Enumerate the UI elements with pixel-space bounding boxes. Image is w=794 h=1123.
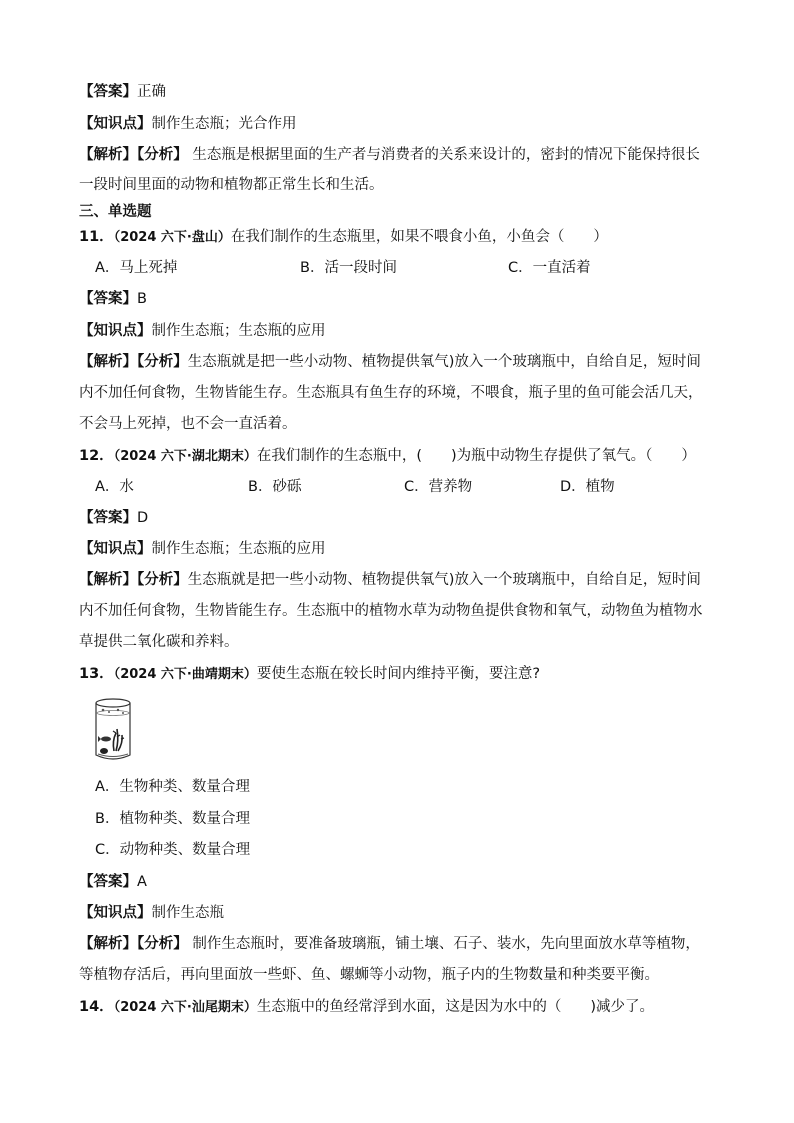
analysis-text: 生态瓶就是把一些小动物、植物提供氧气)放入一个玻璃瓶中，自给自足，短时间	[187, 354, 701, 370]
analysis-text: 一段时间里面的动物和植物都正常生长和生活。	[79, 177, 384, 193]
question-stem: 在我们制作的生态瓶里，如果不喂食小鱼，小鱼会（ ）	[230, 229, 608, 245]
analysis-tag: 【解析】【分析】	[79, 936, 188, 952]
option-a: A．水	[95, 479, 134, 495]
option-d: D．植物	[560, 479, 615, 495]
answer-tag: 【答案】	[79, 874, 137, 890]
answer-line-11	[79, 289, 719, 309]
eco-bottle-figure	[92, 697, 134, 763]
answer-text: B	[137, 291, 147, 307]
answer-text: D	[137, 510, 149, 526]
analysis-line-10-2	[79, 175, 719, 195]
question-source: （2024 六下·湖北期末）	[113, 449, 257, 464]
question-number: 13．	[79, 666, 114, 682]
question-number: 14．	[79, 999, 114, 1015]
analysis-line-12-3: 草提供二氧化碳和养料。	[79, 634, 239, 650]
question-stem: 要使生态瓶在较长时间内维持平衡，要注意?	[256, 666, 541, 682]
analysis-line-11-2: 内不加任何食物，生物皆能生存。生态瓶具有鱼生存的环境，不喂食，瓶子里的鱼可能会活几天，	[79, 385, 703, 401]
answer-text: A	[137, 874, 147, 890]
knowledge-line-12	[79, 539, 719, 559]
answer-line-10	[79, 82, 719, 102]
answer-line-13	[79, 872, 719, 892]
option-c: C．营养物	[404, 479, 473, 495]
option-b: B．活一段时间	[300, 260, 397, 276]
question-12	[79, 446, 719, 467]
analysis-line-10-1	[79, 145, 719, 165]
question-number: 11．	[79, 229, 114, 245]
question-source: （2024 六下·汕尾期末）	[113, 1000, 257, 1015]
knowledge-text: 制作生态瓶	[151, 905, 224, 921]
analysis-line-13-1	[79, 934, 719, 954]
analysis-tag: 【解析】【分析】	[79, 572, 188, 588]
knowledge-tag: 【知识点】	[79, 323, 152, 339]
answer-tag: 【答案】	[79, 510, 137, 526]
knowledge-text: 制作生态瓶；生态瓶的应用	[151, 541, 326, 557]
answer-line-12	[79, 508, 719, 528]
question-11	[79, 227, 719, 248]
knowledge-text: 制作生态瓶；生态瓶的应用	[151, 323, 326, 339]
option-b: B．砂砾	[248, 479, 302, 495]
question-source: （2024 六下·曲靖期末）	[113, 667, 257, 682]
analysis-line-11-3: 不会马上死掉，也不会一直活着。	[79, 416, 297, 432]
knowledge-line-13	[79, 903, 719, 923]
question-14	[79, 997, 719, 1018]
knowledge-line-11	[79, 321, 719, 341]
question-stem: 在我们制作的生态瓶中，( )为瓶中动物生存提供了氧气。（ ）	[256, 448, 696, 464]
option-a: A．马上死掉	[95, 260, 178, 276]
answer-tag: 【答案】	[79, 291, 137, 307]
option-b: B．植物种类、数量合理	[95, 811, 250, 827]
question-number: 12．	[79, 448, 114, 464]
option-c: C．动物种类、数量合理	[95, 842, 251, 858]
analysis-tag: 【解析】【分析】	[79, 147, 188, 163]
answer-tag: 【答案】	[79, 84, 137, 100]
analysis-tag: 【解析】【分析】	[79, 354, 188, 370]
analysis-text: 制作生态瓶时，要准备玻璃瓶，铺土壤、石子、装水，先向里面放水草等植物，	[187, 936, 700, 952]
knowledge-tag: 【知识点】	[79, 905, 152, 921]
answer-text: 正确	[137, 84, 166, 100]
section-heading: 三、单选题	[79, 204, 152, 220]
option-c: C．一直活着	[508, 260, 591, 276]
question-stem: 生态瓶中的鱼经常浮到水面，这是因为水中的（ )减少了。	[256, 999, 654, 1015]
knowledge-text: 制作生态瓶；光合作用	[151, 116, 297, 132]
analysis-line-13-2: 等植物存活后，再向里面放一些虾、鱼、螺蛳等小动物，瓶子内的生物数量和种类要平衡。	[79, 967, 659, 983]
knowledge-tag: 【知识点】	[79, 541, 152, 557]
analysis-line-11-1	[79, 352, 719, 372]
analysis-text: 生态瓶是根据里面的生产者与消费者的关系来设计的，密封的情况下能保持很长	[187, 147, 700, 163]
analysis-text: 生态瓶就是把一些小动物、植物提供氧气)放入一个玻璃瓶中，自给自足，短时间	[187, 572, 701, 588]
question-source: （2024 六下·盘山）	[113, 230, 231, 245]
knowledge-tag: 【知识点】	[79, 116, 152, 132]
question-13	[79, 664, 719, 685]
knowledge-line-10	[79, 114, 719, 134]
analysis-line-12-2: 内不加任何食物，生物皆能生存。生态瓶中的植物水草为动物鱼提供食物和氧气，动物鱼为植物水	[79, 603, 703, 619]
analysis-line-12-1	[79, 570, 719, 590]
option-a: A．生物种类、数量合理	[95, 779, 250, 795]
